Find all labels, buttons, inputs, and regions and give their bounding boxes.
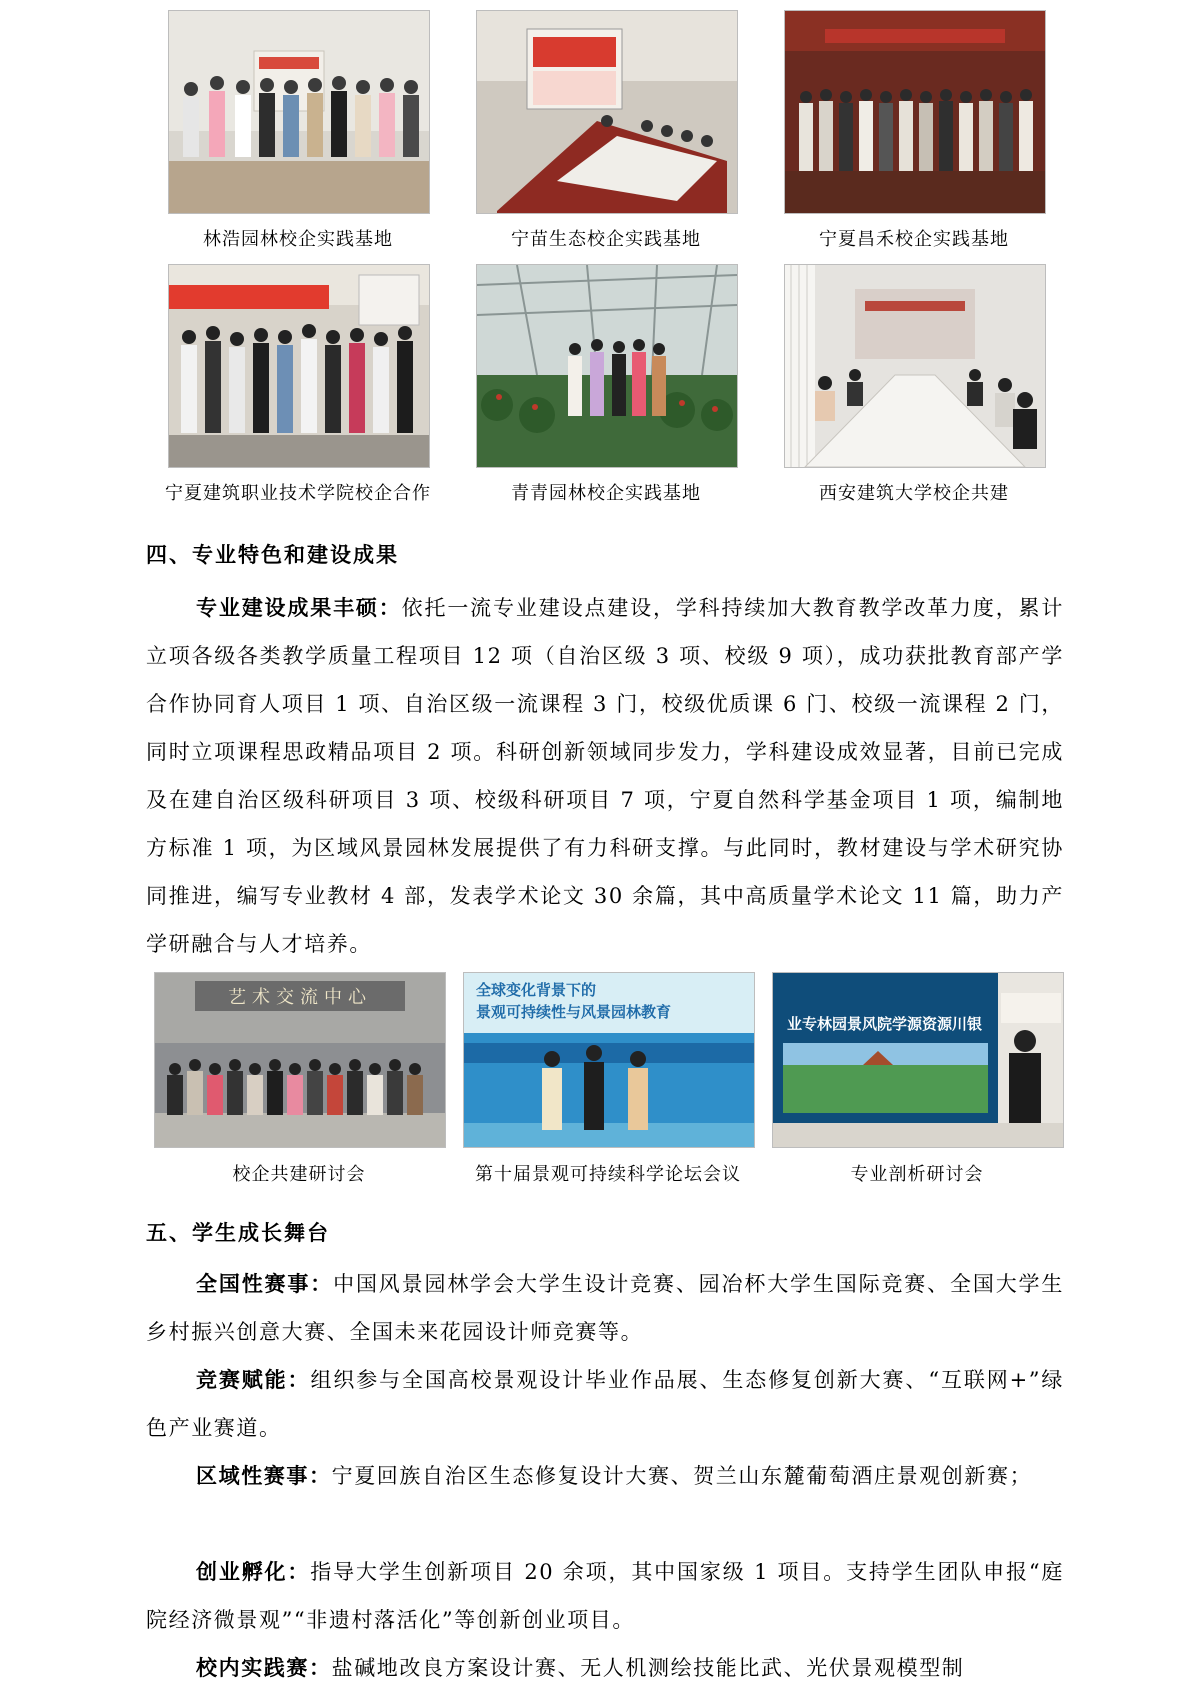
caption-qingqing: 青青园林校企实践基地 (511, 483, 701, 504)
item-lead: 竞赛赋能： (196, 1367, 311, 1392)
item-text: 指导大学生创新项目 20 余项，其中国家级 1 项目。支持学生团队申报“庭院经济微景观”“非遗村落活化”等创新创业项目。 (146, 1560, 1065, 1632)
item-lead: 创业孵化： (196, 1559, 311, 1584)
banner-2-line1: 全球变化背景下的 (476, 981, 597, 999)
photo-xiaoqi-seminar (154, 972, 446, 1148)
item-text: 宁夏回族自治区生态修复设计大赛、贺兰山东麓葡萄酒庄景观创新赛； (331, 1464, 1033, 1488)
photo-major-analysis (772, 972, 1064, 1148)
item-lead: 全国性赛事： (196, 1271, 334, 1296)
caption-major-analysis: 专业剖析研讨会 (850, 1164, 984, 1185)
banner-2-line2: 景观可持续性与风景园林教育 (476, 1003, 672, 1021)
section5-heading: 五、学生成长舞台 (146, 1220, 330, 1245)
section4-heading: 四、专业特色和建设成果 (146, 542, 399, 567)
photo-changhe-base (784, 10, 1046, 214)
banner-1-text: 艺术交流中心 (228, 987, 372, 1008)
section4-para-text: 依托一流专业建设点建设，学科持续加大教育教学改革力度，累计立项各级各类教学质量工程项目 12 项（自治区级 3 项、校级 9 项），成功获批教育部产学合作协同育人项目 1 项、自治区级一流课程 3 门，校级优质课 6 门、校级一流课程 2 门，同时立项课程思政精品项目 2 项。科研创新领域同步发力，学科建设成效显著，目前已完成及在建自治区级科研项目 3 项、校级科研项目 7 项，宁夏自然科学基金项目 1 项，编制地方标准 1 项，为区域风景园林发展提供了有力科研支撑。与此同时，教材建设与学术研究协同推进，编写专业教材 4 部，发表学术论文 30 余篇，其中高质量学术论文 11 篇，助力产学研融合与人才培养。 (146, 596, 1064, 956)
section5-item-campus (146, 1644, 1064, 1692)
item-text: 中国风景园林学会大学生设计竞赛、园冶杯大学生国际竞赛、全国大学生乡村振兴创意大赛、全国未来花园设计师竞赛等。 (146, 1272, 1064, 1344)
photo-ningxia-jianzhu (168, 264, 430, 468)
caption-xiaoqi-seminar: 校企共建研讨会 (232, 1164, 366, 1185)
caption-ningmiao: 宁苗生态校企实践基地 (511, 229, 701, 250)
item-text: 组织参与全国高校景观设计毕业作品展、生态修复创新大赛、“互联网+”绿色产业赛道。 (146, 1368, 1065, 1440)
item-lead: 区域性赛事： (196, 1463, 332, 1488)
section5-item-national (146, 1260, 1064, 1356)
section5-item-empower (146, 1356, 1064, 1452)
caption-linhao: 林浩园林校企实践基地 (203, 229, 393, 250)
item-text: 盐碱地改良方案设计赛、无人机测绘技能比武、光伏景观模型制 (331, 1656, 965, 1680)
caption-xian: 西安建筑大学校企共建 (819, 483, 1009, 504)
photo-qingqing-base (476, 264, 738, 468)
section4-para-lead: 专业建设成果丰硕： (196, 595, 402, 620)
item-lead: 校内实践赛： (196, 1655, 332, 1680)
caption-landscape-forum: 第十届景观可持续科学论坛会议 (475, 1164, 741, 1185)
photo-linhao-base (168, 10, 430, 214)
caption-ningxia-jianzhu: 宁夏建筑职业技术学院校企合作 (165, 483, 431, 504)
photo-landscape-forum (463, 972, 755, 1148)
banner-3-text: 业专林园景风院学源资源川银 (787, 1015, 983, 1033)
section5-item-regional (146, 1452, 1064, 1500)
photo-xian-jianzhu (784, 264, 1046, 468)
section5-item-incubation (146, 1548, 1064, 1644)
section4-paragraph (146, 584, 1064, 968)
photo-ningmiao-base (476, 10, 738, 214)
caption-changhe: 宁夏昌禾校企实践基地 (819, 229, 1009, 250)
